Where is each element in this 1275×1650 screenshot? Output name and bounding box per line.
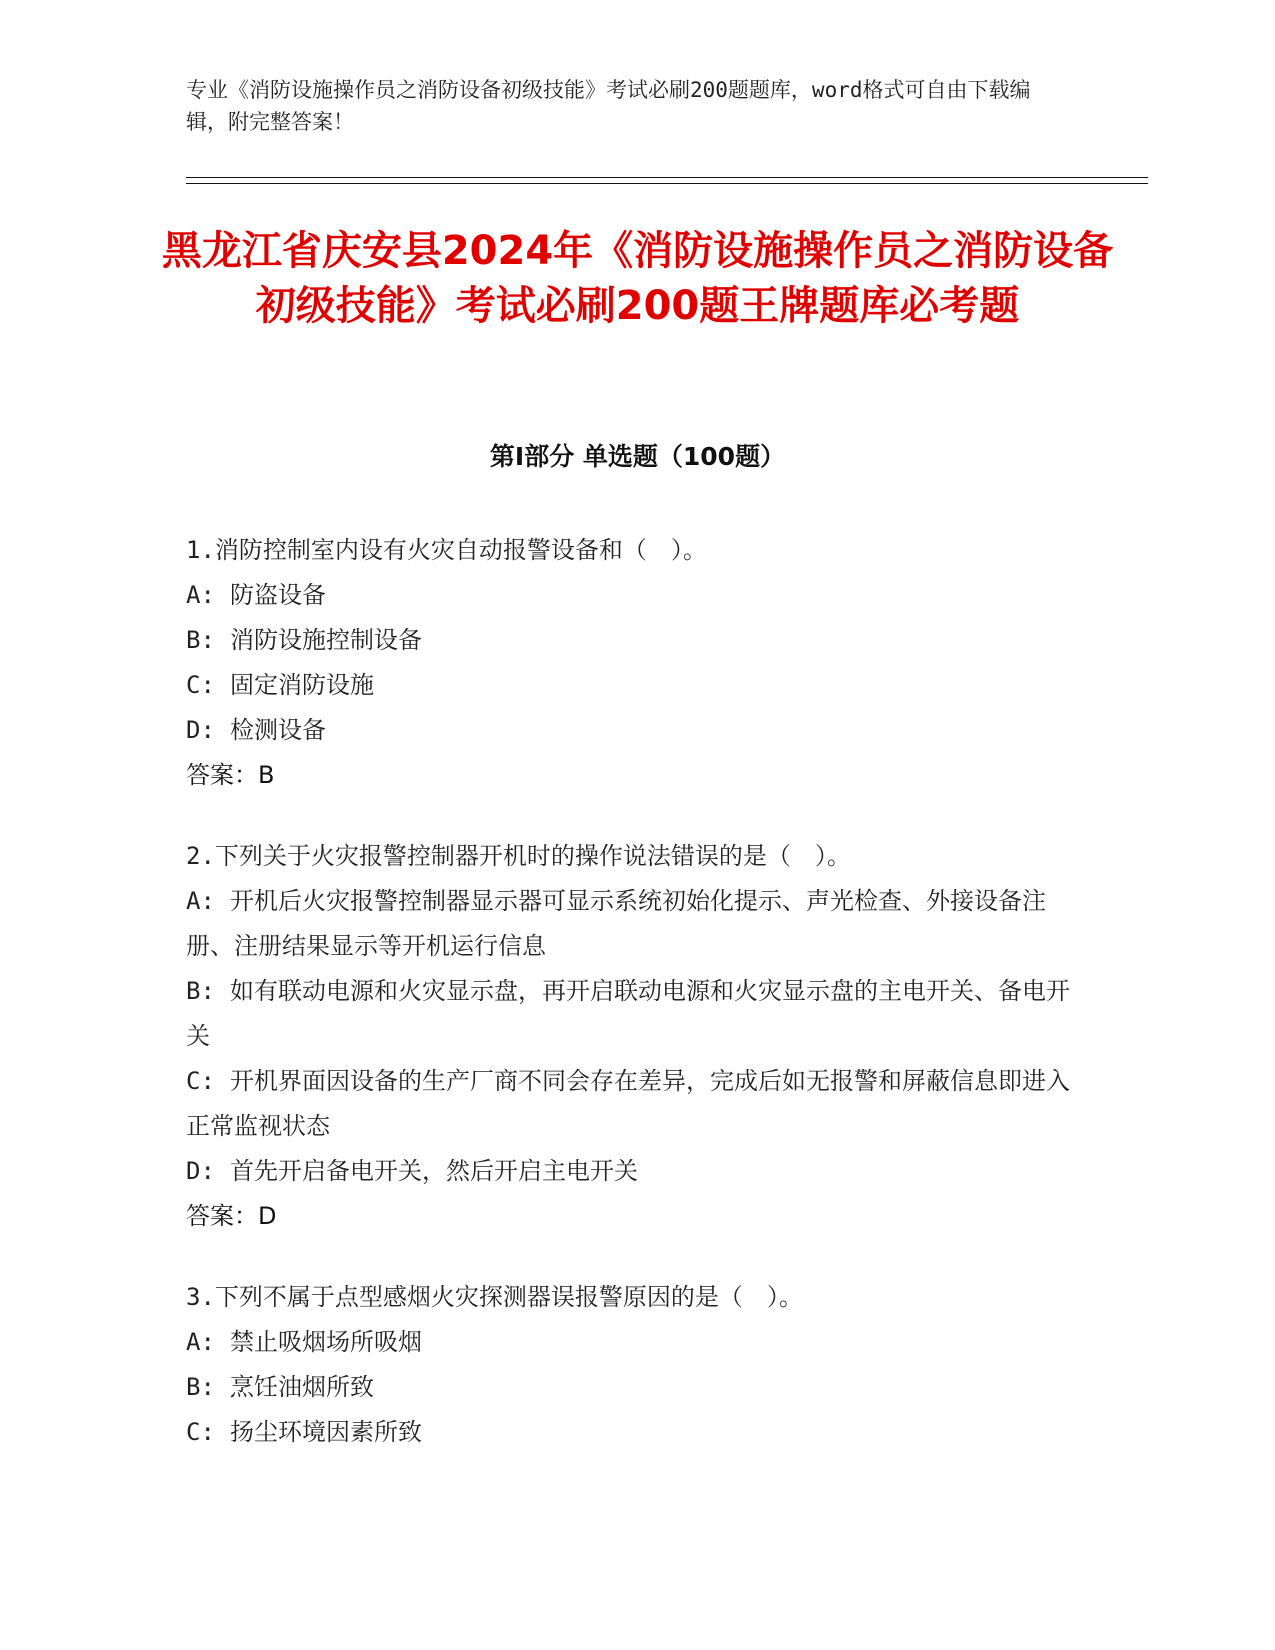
option-text: 如有联动电源和火灾显示盘，再开启联动电源和火灾显示盘的主电开关、备电开关 bbox=[186, 977, 1070, 1050]
option-text: 扬尘环境因素所致 bbox=[230, 1418, 422, 1446]
option-key: D: bbox=[186, 716, 215, 744]
answer: 答案：B bbox=[186, 761, 275, 789]
option-key: A: bbox=[186, 1328, 215, 1356]
section-title: 第Ⅰ部分 单选题（100题） bbox=[489, 442, 786, 471]
option-b bbox=[186, 618, 1086, 663]
option-key: A: bbox=[186, 887, 215, 915]
option-c bbox=[186, 663, 1086, 708]
option-text: 消防设施控制设备 bbox=[230, 626, 422, 654]
question-list bbox=[186, 528, 1086, 1491]
option-key: B: bbox=[186, 1373, 215, 1401]
question-text: 3.下列不属于点型感烟火灾探测器误报警原因的是（ ）。 bbox=[186, 1283, 803, 1311]
answer: 答案：D bbox=[186, 1202, 277, 1230]
question-1 bbox=[186, 528, 1086, 798]
question-text: 2.下列关于火灾报警控制器开机时的操作说法错误的是（ ）。 bbox=[186, 842, 851, 870]
option-key: C: bbox=[186, 1067, 215, 1095]
question-3 bbox=[186, 1275, 1086, 1455]
option-text: 固定消防设施 bbox=[230, 671, 374, 699]
question-2 bbox=[186, 834, 1086, 1239]
option-key: D: bbox=[186, 1157, 215, 1185]
option-a bbox=[186, 879, 1086, 969]
header-note: 专业《消防设施操作员之消防设备初级技能》考试必刷200题题库，word格式可自由下载编辑，附完整答案！ bbox=[186, 78, 1031, 134]
option-c bbox=[186, 1059, 1086, 1149]
option-key: B: bbox=[186, 626, 215, 654]
option-b bbox=[186, 969, 1086, 1059]
option-key: C: bbox=[186, 1418, 215, 1446]
option-text: 首先开启备电开关，然后开启主电开关 bbox=[230, 1157, 638, 1185]
option-key: C: bbox=[186, 671, 215, 699]
option-text: 禁止吸烟场所吸烟 bbox=[230, 1328, 422, 1356]
option-d bbox=[186, 1149, 1086, 1194]
header-divider-top bbox=[186, 177, 1148, 178]
document-title: 黑龙江省庆安县2024年《消防设施操作员之消防设备初级技能》考试必刷200题王牌题库必考题 bbox=[161, 228, 1114, 329]
question-text: 1.消防控制室内设有火灾自动报警设备和（ ）。 bbox=[186, 536, 707, 564]
option-text: 防盗设备 bbox=[230, 581, 326, 609]
option-a bbox=[186, 573, 1086, 618]
header-divider-bottom bbox=[186, 183, 1148, 184]
option-key: A: bbox=[186, 581, 215, 609]
option-text: 烹饪油烟所致 bbox=[230, 1373, 374, 1401]
option-text: 开机界面因设备的生产厂商不同会存在差异，完成后如无报警和屏蔽信息即进入正常监视状态 bbox=[186, 1067, 1070, 1140]
option-d bbox=[186, 708, 1086, 753]
option-key: B: bbox=[186, 977, 215, 1005]
option-text: 检测设备 bbox=[230, 716, 326, 744]
option-c bbox=[186, 1410, 1086, 1455]
option-b bbox=[186, 1365, 1086, 1410]
option-a bbox=[186, 1320, 1086, 1365]
option-text: 开机后火灾报警控制器显示器可显示系统初始化提示、声光检查、外接设备注册、注册结果显示等开机运行信息 bbox=[186, 887, 1046, 960]
